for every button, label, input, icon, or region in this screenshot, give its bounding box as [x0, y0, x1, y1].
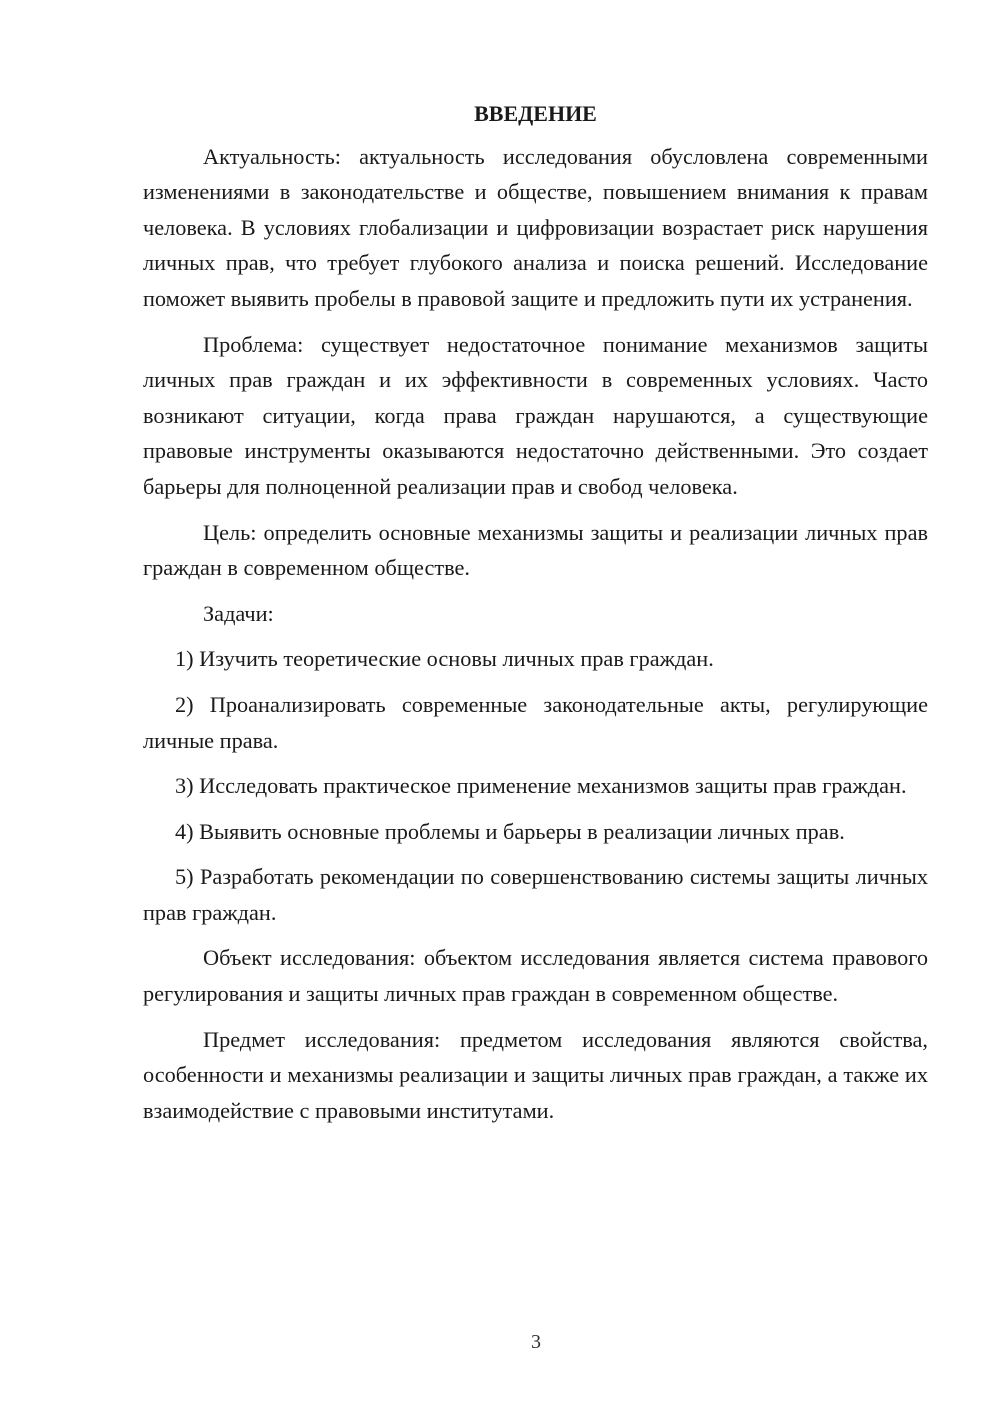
paragraph-tasks-heading: Задачи: [203, 600, 274, 626]
paragraph-relevance: Актуальность: актуальность исследования обусловлена современными изменениями в законодательстве и обществе, повышением внимания к правам человека. В условиях глобализации и цифровизации возрастает риск нарушения личных прав, что требует глубокого анализа и поиска решений. Исследование поможет выявить пробелы в правовой защите и предложить пути их устранения. [143, 143, 928, 311]
page-number: 3 [531, 1331, 541, 1353]
section-title: ВВЕДЕНИЕ [474, 101, 597, 126]
paragraph-object: Объект исследования: объектом исследования является система правового регулирования и защиты личных прав граждан в современном обществе. [143, 945, 928, 1007]
task-item: 5) Разработать рекомендации по совершенствованию системы защиты личных прав граждан. [143, 864, 928, 925]
task-item: 4) Выявить основные проблемы и барьеры в реализации личных прав. [175, 818, 845, 844]
paragraph-goal: Цель: определить основные механизмы защиты и реализации личных прав граждан в современном обществе. [143, 519, 928, 581]
task-item: 3) Исследовать практическое применение механизмов защиты прав граждан. [175, 773, 907, 799]
paragraph-problem: Проблема: существует недостаточное понимание механизмов защиты личных прав граждан и их эффективности в современных условиях. Часто возникают ситуации, когда права граждан нарушаются, а существующие правовые инструменты оказываются недостаточно действенными. Это создает барьеры для полноценной реализации прав и свобод человека. [143, 331, 928, 499]
task-item: 2) Проанализировать современные законодательные акты, регулирующие личные права. [143, 691, 928, 753]
paragraph-subject: Предмет исследования: предметом исследования являются свойства, особенности и механизмы реализации и защиты личных прав граждан, а также их взаимодействие с правовыми институтами. [143, 1026, 928, 1123]
task-item: 1) Изучить теоретические основы личных прав граждан. [175, 646, 714, 672]
page-content [143, 96, 928, 1138]
